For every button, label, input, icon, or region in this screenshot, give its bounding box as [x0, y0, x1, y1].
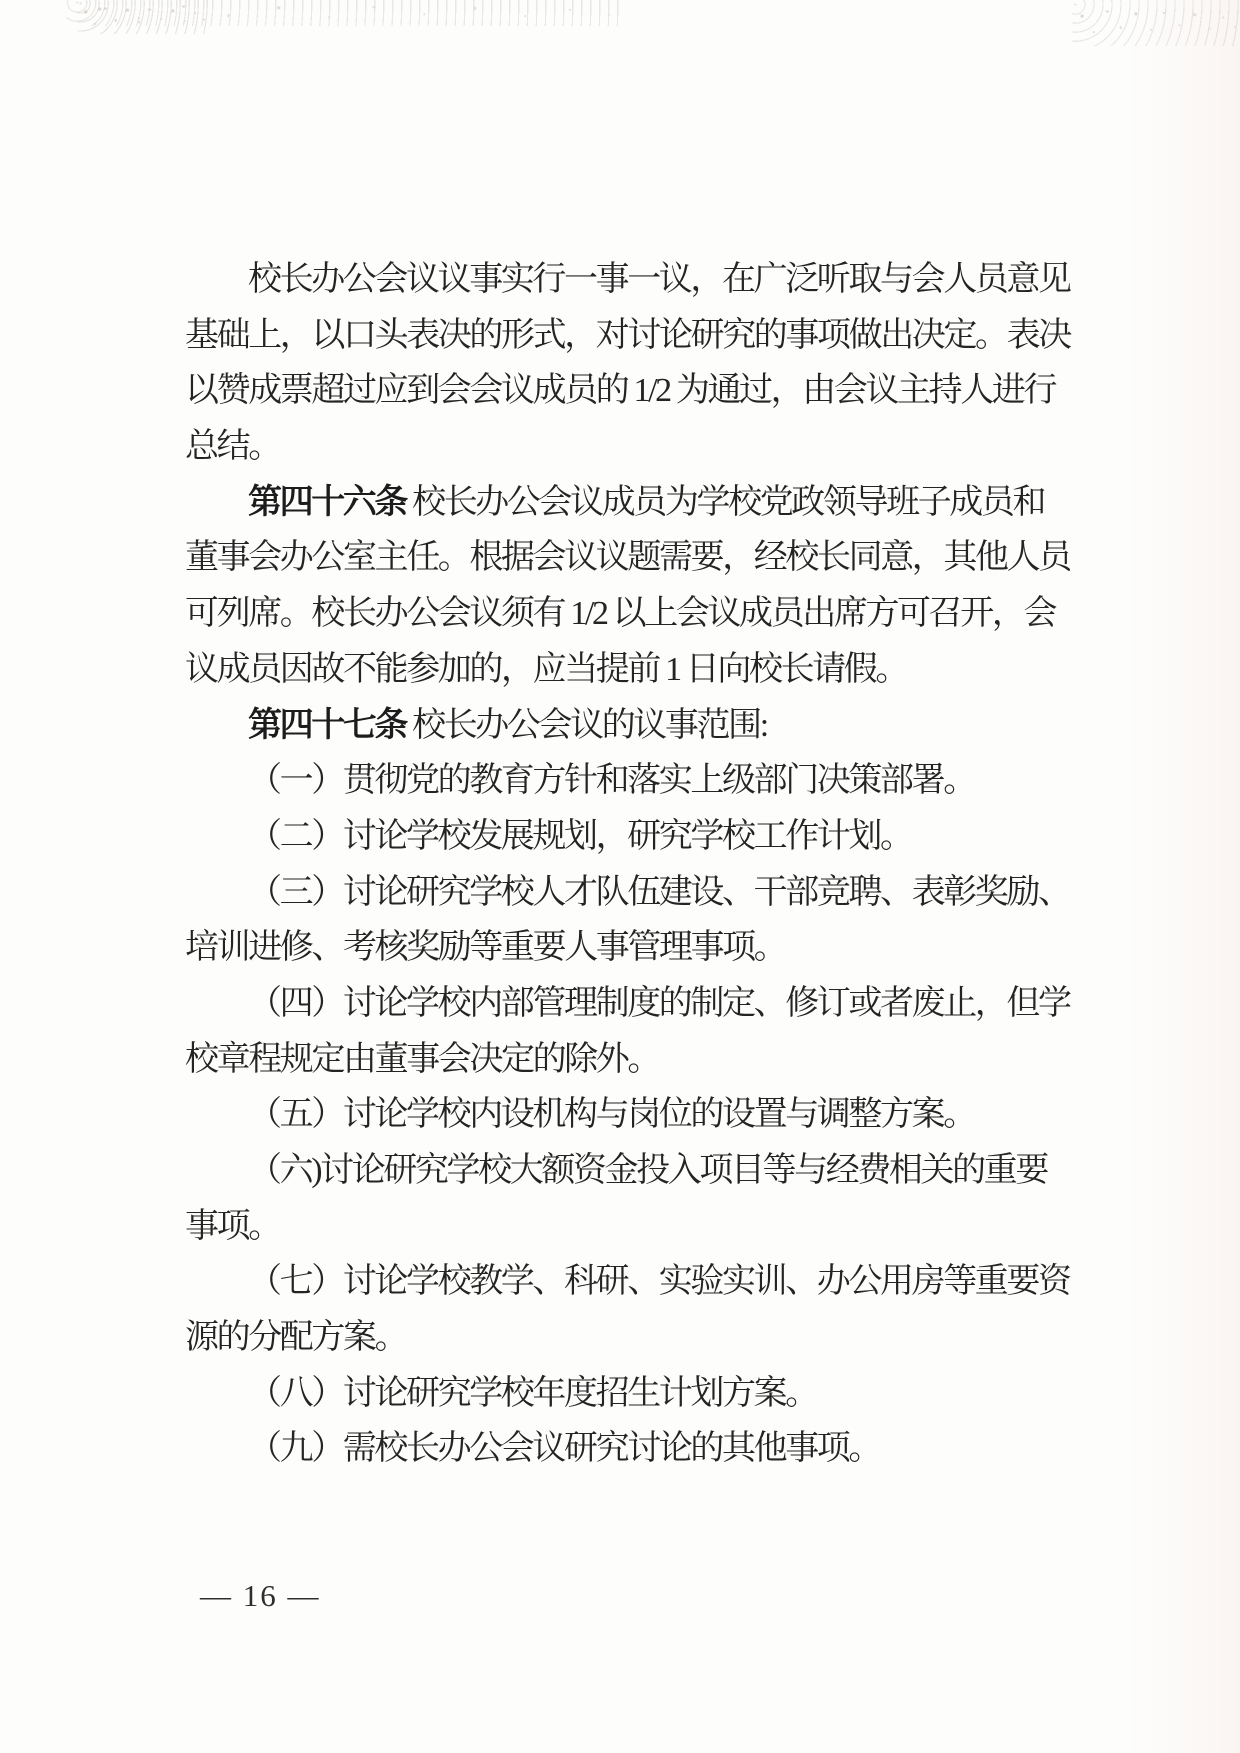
- text-line: （二）讨论学校发展规划，研究学校工作计划。: [248, 817, 912, 855]
- article-number: 第四十七条: [248, 706, 406, 744]
- text-line: （八）讨论研究学校年度招生计划方案。: [248, 1374, 817, 1412]
- text-line: （九）需校长办公会议研究讨论的其他事项。: [248, 1430, 880, 1468]
- text-line: 议成员因故不能参加的，应当提前 1 日向校长请假。: [185, 650, 907, 688]
- page-number: — 16 —: [200, 1578, 321, 1613]
- text-line: 董事会办公室主任。根据会议议题需要，经校长同意，其他人员: [185, 539, 1070, 577]
- text-line: 可列席。校长办公会议须有 1/2 以上会议成员出席方可召开，会: [185, 595, 1056, 633]
- text-line: （四）讨论学校内部管理制度的制定、修订或者废止，但学: [248, 984, 1070, 1022]
- text-line: 基础上，以口头表决的形式，对讨论研究的事项做出决定。表决: [185, 316, 1070, 354]
- text-line: 总结。: [185, 428, 280, 466]
- scan-artifact-top-left-corner: [78, 0, 208, 34]
- scan-artifact-top-right-corner: [1072, 0, 1240, 46]
- text-line: （一）贯彻党的教育方针和落实上级部门决策部署。: [248, 762, 975, 800]
- text-line: （七）讨论学校教学、科研、实验实训、办公用房等重要资: [248, 1263, 1070, 1301]
- text-body: [185, 252, 1080, 1477]
- text-line: 第四十六条 校长办公会议成员为学校党政领导班子成员和: [248, 483, 1045, 521]
- text-line: （六)讨论研究学校大额资金投入项目等与经费相关的重要: [248, 1152, 1047, 1189]
- text-line: （三）讨论研究学校人才队伍建设、干部竞聘、表彰奖励、: [248, 873, 1070, 911]
- text-line: 事项。: [185, 1207, 280, 1245]
- article-number: 第四十六条: [248, 483, 406, 521]
- text-line: 源的分配方案。: [185, 1319, 407, 1357]
- text-line: 校长办公会议议事实行一事一议，在广泛听取与会人员意见: [248, 261, 1070, 298]
- scan-artifact-top-edge: [66, 0, 626, 26]
- text-line: 第四十七条 校长办公会议的议事范围:: [248, 706, 767, 744]
- text-line: （五）讨论学校内设机构与岗位的设置与调整方案。: [248, 1096, 975, 1134]
- text-line: 以赞成票超过应到会会议成员的 1/2 为通过，由会议主持人进行: [185, 372, 1056, 410]
- text-line: 培训进修、考核奖励等重要人事管理事项。: [185, 929, 786, 967]
- text-line: 校章程规定由董事会决定的除外。: [185, 1040, 659, 1078]
